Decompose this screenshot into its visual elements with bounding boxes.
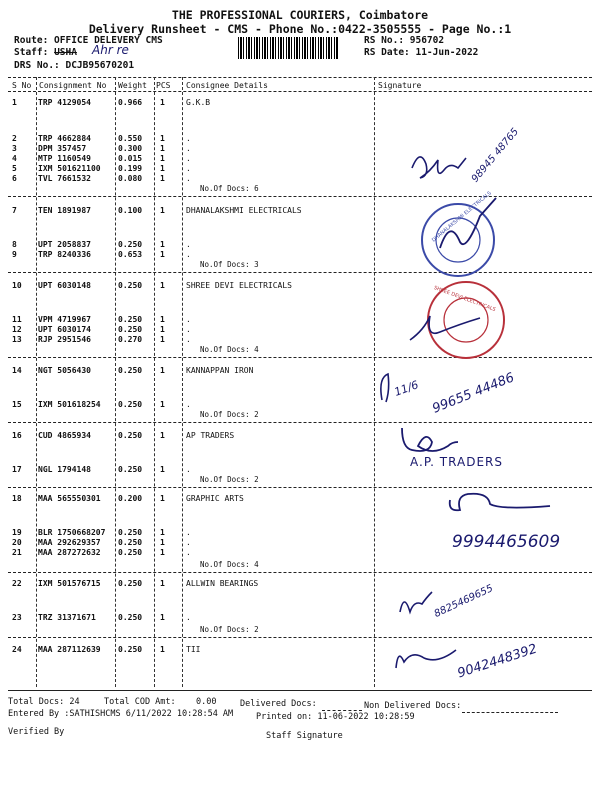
pieces: 1 <box>160 645 165 654</box>
signature-4 <box>381 374 389 402</box>
consignment-number: MAA 287112639 <box>38 645 101 654</box>
consignee-dot: . <box>186 465 191 474</box>
consignee-dot: . <box>186 250 191 259</box>
weight: 0.300 <box>118 144 143 153</box>
consignee-dot: . <box>186 154 191 163</box>
staff-label: Staff: USHA <box>14 47 77 58</box>
consignee-dot: . <box>186 144 191 153</box>
col-header-signature: Signature <box>378 81 422 90</box>
total-docs: Total Docs: 24 <box>8 697 80 707</box>
consignment-number: IXM 501618254 <box>38 400 101 409</box>
weight: 0.250 <box>118 548 143 557</box>
pieces: 1 <box>160 240 165 249</box>
col-header-pcs: PCS <box>156 81 171 90</box>
no-of-docs: No.Of Docs: 2 <box>200 625 259 634</box>
consignment-number: IXM 501621100 <box>38 164 101 173</box>
consignment-number: BLR 1750668207 <box>38 528 106 537</box>
staff-signature: Staff Signature <box>266 731 343 741</box>
pieces: 1 <box>160 144 165 153</box>
signature-5-name: A.P. TRADERS <box>410 455 503 469</box>
consignment-number: VPM 4719967 <box>38 315 91 324</box>
weight: 0.250 <box>118 431 143 440</box>
pieces: 1 <box>160 579 165 588</box>
signature-8 <box>396 650 456 668</box>
consignment-number: NGT 5056430 <box>38 366 91 375</box>
serial-number: 10 <box>12 281 22 290</box>
consignment-number: UPT 2058837 <box>38 240 91 249</box>
verified-by: Verified By <box>8 727 65 737</box>
signature-6 <box>450 494 550 511</box>
serial-number: 14 <box>12 366 22 375</box>
serial-number: 2 <box>12 134 17 143</box>
no-of-docs: No.Of Docs: 4 <box>200 345 259 354</box>
rs-date: RS Date: 11-Jun-2022 <box>364 47 479 58</box>
total-cod-value: 0.00 <box>196 697 217 707</box>
weight: 0.199 <box>118 164 143 173</box>
weight: 0.250 <box>118 538 143 547</box>
entered-by: Entered By :SATHISHCMS 6/11/2022 10:28:54 AM <box>8 709 234 719</box>
consignee-name: DHANALAKSHMI ELECTRICALS <box>186 206 302 215</box>
consignee-name: AP TRADERS <box>186 431 235 440</box>
no-of-docs: No.Of Docs: 2 <box>200 475 259 484</box>
serial-number: 13 <box>12 335 22 344</box>
consignee-dot: . <box>186 174 191 183</box>
weight: 0.080 <box>118 174 143 183</box>
serial-number: 24 <box>12 645 22 654</box>
consignment-number: UPT 6030148 <box>38 281 91 290</box>
consignee-dot: . <box>186 325 191 334</box>
consignee-dot: . <box>186 134 191 143</box>
serial-number: 16 <box>12 431 22 440</box>
consignee-dot: . <box>186 528 191 537</box>
serial-number: 7 <box>12 206 17 215</box>
route-label: Route: OFFICE DELEVERY CMS <box>14 35 163 46</box>
consignment-number: MAA 287272632 <box>38 548 101 557</box>
serial-number: 12 <box>12 325 22 334</box>
pieces: 1 <box>160 315 165 324</box>
weight: 0.250 <box>118 240 143 249</box>
drs-label: DRS No.: DCJB95670201 <box>14 60 135 71</box>
weight: 0.200 <box>118 494 143 503</box>
pieces: 1 <box>160 431 165 440</box>
serial-number: 17 <box>12 465 22 474</box>
col-header-weight: Weight <box>118 81 147 90</box>
signature-1 <box>412 157 466 178</box>
rs-number: RS No.: 956702 <box>364 35 445 46</box>
consignment-number: TRZ 31371671 <box>38 613 96 622</box>
printed-on: Printed on: 11-06-2022 10:28:59 <box>256 712 415 722</box>
consignee-dot: . <box>186 164 191 173</box>
pieces: 1 <box>160 174 165 183</box>
no-of-docs: No.Of Docs: 2 <box>200 410 259 419</box>
serial-number: 18 <box>12 494 22 503</box>
signature-4-note: 11/6 <box>392 378 421 399</box>
staff-handwriting: Ahr re <box>92 43 129 57</box>
weight: 0.250 <box>118 579 143 588</box>
consignment-number: NGL 1794148 <box>38 465 91 474</box>
staff-name: USHA <box>54 47 77 58</box>
serial-number: 4 <box>12 154 17 163</box>
document-title: THE PROFESSIONAL COURIERS, Coimbatore <box>171 8 429 22</box>
consignment-number: RJP 2951546 <box>38 335 91 344</box>
weight: 0.250 <box>118 528 143 537</box>
delivered-docs: Delivered Docs: <box>240 699 317 709</box>
pieces: 1 <box>160 538 165 547</box>
consignment-number: TRP 4662884 <box>38 134 91 143</box>
consignee-dot: . <box>186 538 191 547</box>
serial-number: 3 <box>12 144 17 153</box>
signature-4-number: 99655 44486 <box>430 370 517 417</box>
consignee-name: KANNAPPAN IRON <box>186 366 254 375</box>
serial-number: 8 <box>12 240 17 249</box>
pieces: 1 <box>160 98 165 107</box>
consignee-dot: . <box>186 548 191 557</box>
consignee-name: TII <box>186 645 201 654</box>
consignee-dot: . <box>186 613 191 622</box>
total-cod-label: Total COD Amt: <box>104 697 176 707</box>
consignee-name: GRAPHIC ARTS <box>186 494 244 503</box>
col-header-consignee: Consignee Details <box>186 81 268 90</box>
consignee-name: SHREE DEVI ELECTRICALS <box>186 281 292 290</box>
pieces: 1 <box>160 528 165 537</box>
non-delivered-blank <box>462 712 558 713</box>
consignment-number: DPM 357457 <box>38 144 87 153</box>
consignment-number: UPT 6030174 <box>38 325 91 334</box>
serial-number: 22 <box>12 579 22 588</box>
consignment-number: TVL 7661532 <box>38 174 91 183</box>
weight: 0.250 <box>118 325 143 334</box>
weight: 0.653 <box>118 250 143 259</box>
serial-number: 1 <box>12 98 17 107</box>
weight: 0.270 <box>118 335 143 344</box>
consignment-number: IXM 501576715 <box>38 579 101 588</box>
weight: 0.250 <box>118 400 143 409</box>
pieces: 1 <box>160 548 165 557</box>
stamp-1-text: DHANALAKSHMI ELECTRICALS <box>430 190 493 244</box>
weight: 0.250 <box>118 465 143 474</box>
pieces: 1 <box>160 325 165 334</box>
weight: 0.550 <box>118 134 143 143</box>
consignee-name: ALLWIN BEARINGS <box>186 579 259 588</box>
signature-8-phone: 9042448392 <box>455 641 540 682</box>
pieces: 1 <box>160 613 165 622</box>
weight: 0.015 <box>118 154 143 163</box>
non-delivered-docs: Non Delivered Docs: <box>364 701 462 711</box>
signature-7 <box>400 592 432 612</box>
serial-number: 21 <box>12 548 22 557</box>
pieces: 1 <box>160 494 165 503</box>
consignment-number: CUD 4865934 <box>38 431 91 440</box>
pieces: 1 <box>160 250 165 259</box>
pieces: 1 <box>160 154 165 163</box>
weight: 0.250 <box>118 645 143 654</box>
weight: 0.100 <box>118 206 143 215</box>
signature-5 <box>402 428 458 451</box>
pieces: 1 <box>160 465 165 474</box>
delivered-blank <box>322 710 362 711</box>
pieces: 1 <box>160 335 165 344</box>
footer-rule <box>8 690 592 691</box>
col-header-consignment: Consignment No <box>39 81 107 90</box>
serial-number: 20 <box>12 538 22 547</box>
pieces: 1 <box>160 366 165 375</box>
signature-1-number: 98945 48765 <box>469 126 522 185</box>
no-of-docs: No.Of Docs: 4 <box>200 560 259 569</box>
serial-number: 6 <box>12 174 17 183</box>
serial-number: 19 <box>12 528 22 537</box>
consignment-number: MAA 292629357 <box>38 538 101 547</box>
serial-number: 23 <box>12 613 22 622</box>
serial-number: 5 <box>12 164 17 173</box>
stamp-2-text: SHREE DEVI ELECTRICALS <box>432 285 497 313</box>
consignment-number: MAA 565550301 <box>38 494 101 503</box>
no-of-docs: No.Of Docs: 3 <box>200 260 259 269</box>
consignee-dot: . <box>186 400 191 409</box>
signature-7-phone: 8825469655 <box>432 583 495 620</box>
consignee-dot: . <box>186 240 191 249</box>
pieces: 1 <box>160 134 165 143</box>
serial-number: 11 <box>12 315 22 324</box>
signature-6-phone: 9994465609 <box>452 532 561 552</box>
pieces: 1 <box>160 400 165 409</box>
pieces: 1 <box>160 206 165 215</box>
consignee-name: G.K.B <box>186 98 211 107</box>
document-subtitle: Delivery Runsheet - CMS - Phone No.:0422-3505555 - Page No.:1 <box>88 22 512 36</box>
serial-number: 15 <box>12 400 22 409</box>
weight: 0.250 <box>118 315 143 324</box>
consignment-number: TEN 1891987 <box>38 206 91 215</box>
consignee-dot: . <box>186 335 191 344</box>
weight: 0.250 <box>118 613 143 622</box>
col-header-sno: S No <box>12 81 32 90</box>
weight: 0.250 <box>118 366 143 375</box>
consignment-number: MTP 1160549 <box>38 154 91 163</box>
weight: 0.966 <box>118 98 143 107</box>
consignee-dot: . <box>186 315 191 324</box>
serial-number: 9 <box>12 250 17 259</box>
pieces: 1 <box>160 281 165 290</box>
pieces: 1 <box>160 164 165 173</box>
no-of-docs: No.Of Docs: 6 <box>200 184 259 193</box>
consignment-number: TRP 4129054 <box>38 98 91 107</box>
weight: 0.250 <box>118 281 143 290</box>
consignment-number: TRP 8240336 <box>38 250 91 259</box>
